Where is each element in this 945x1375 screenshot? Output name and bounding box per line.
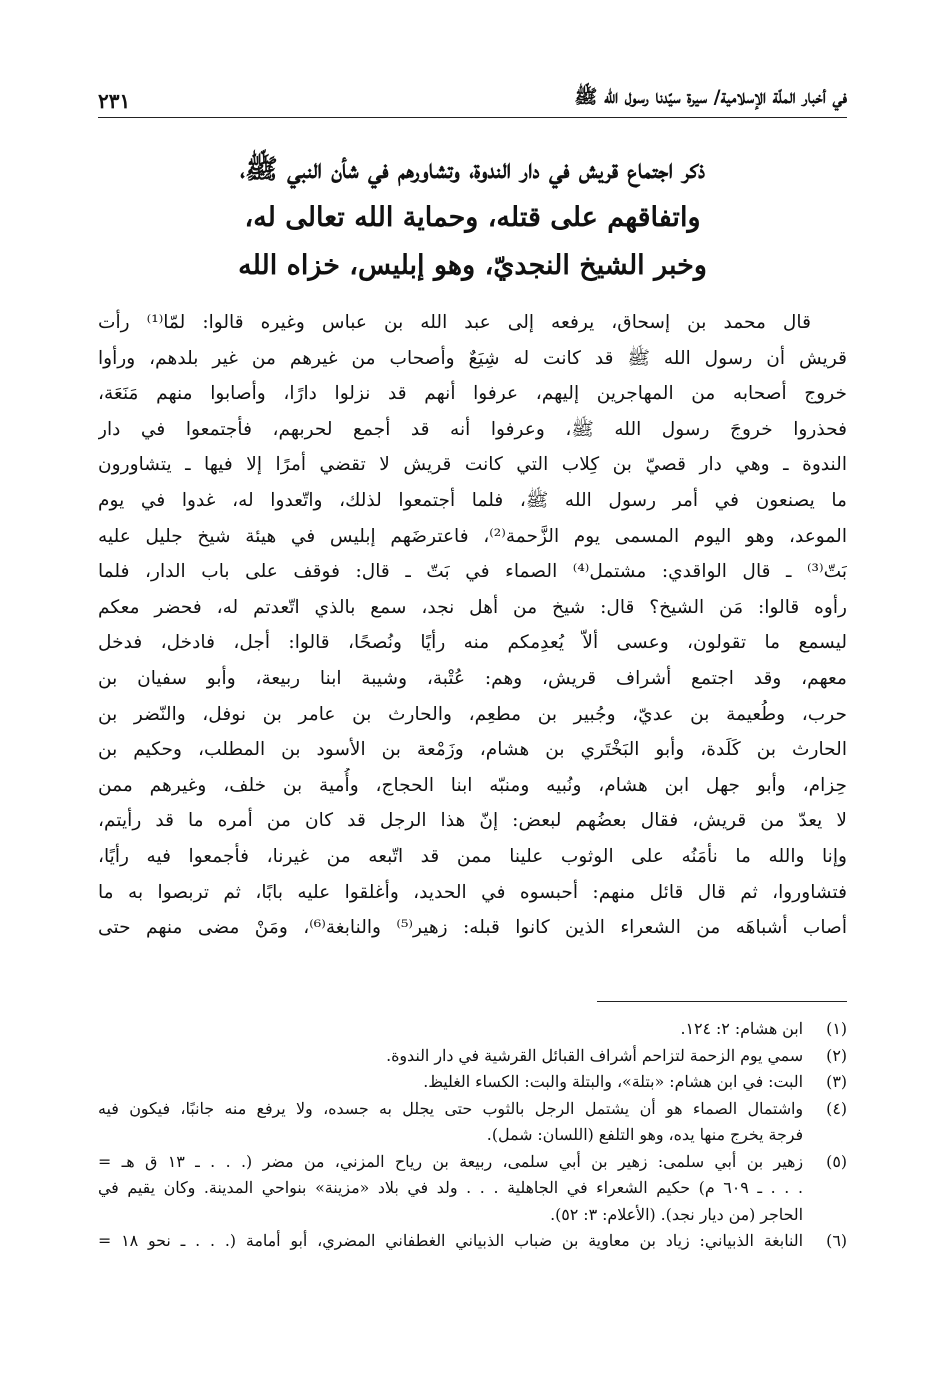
footnote-number: (٢) bbox=[826, 1045, 847, 1065]
footnote-text: زهير بن أبي سلمى: زهير بن أبي سلمى، ربيعة بن رياح المزني، من مضر (. . . ـ ١٣ ق هـ = bbox=[98, 1151, 803, 1171]
body-line: الحارث بن كَلَدة، وأبو البَخْتَري بن هشام، وزَمْعة بن الأسود بن المطلب، وحكيم بن bbox=[98, 739, 847, 761]
chapter-title-line-2: واتفاقهم على قتله، وحماية الله تعالى له، bbox=[244, 202, 701, 233]
body-line: الندوة ـ وهي دار قصيّ بن كِلاب التي كانت قريش لا تقضي أمرًا إلا فيها ـ يتشاورون bbox=[98, 454, 847, 476]
footnote-text: . . . ـ ٦٠٩ م) حكيم الشعراء في الجاهلية . . . ولد في بلاد «مزينة» بنواحي المدينة. وكان يقيم في bbox=[98, 1178, 803, 1197]
chapter-title bbox=[98, 146, 847, 290]
footnote-1 bbox=[98, 1016, 847, 1043]
page-number: ٢٣١ bbox=[98, 89, 131, 113]
body-line: أصاب أشباهَه من الشعراء الذين كانوا قبله: زهير⁽⁵⁾ والنابغة⁽⁶⁾، ومَنْ مضى منهم حتى bbox=[98, 917, 847, 939]
body-line: قال محمد بن إسحاق، يرفعه إلى عبد الله بن عباس وغيره قالوا: لمّا⁽¹⁾ رأت bbox=[98, 312, 811, 333]
body-line: رأوه قالوا: مَن الشيخ؟ قال: شيخ من أهل نجد، سمع بالذي اتّعدتم له، فحضر معكم bbox=[98, 596, 847, 618]
body-line: حِزام، وأبو جهل ابن هشام، ونُبيه ومنبّه ابنا الحجاج، وأُمية بن خلف، وغيرهم ممن bbox=[98, 774, 847, 796]
body-line: وإنا والله ما نأمَنُه على الوثوب علينا ممن قد اتّبعه من غيرنا، فأجمعوا فيه رأيًا، bbox=[98, 845, 847, 867]
footnote-number: (٦) bbox=[826, 1231, 847, 1250]
body-line: ما يصنعون في أمر رسول الله ﷺ، فلما أجتمعوا لذلك، واتّعدوا له، غدوا في يوم bbox=[98, 489, 847, 511]
body-line: ليسمع ما تقولون، وعسى ألاّ يُعدِمكم منه رأيًا ونُصحًا، قالوا: أجل، فادخل، فدخل bbox=[98, 632, 847, 654]
body-text bbox=[98, 305, 847, 946]
footnote-number: (١) bbox=[826, 1019, 847, 1038]
footnote-4 bbox=[98, 1096, 847, 1149]
chapter-title-line-1: ذكر اجتماع قريش في دار الندوة، وتشاورهم في شأن النبي ﷺ، bbox=[239, 154, 706, 185]
footnote-text: سمي يوم الزحمة لتزاحم أشراف القبائل القرشية في دار الندوة. bbox=[386, 1045, 803, 1065]
body-line: قريش أن رسول الله ﷺ قد كانت له شِيَعٌ وأصحاب من غيرهم من غير بلدهم، ورأوا bbox=[98, 347, 847, 369]
footnote-number: (٥) bbox=[826, 1151, 847, 1171]
body-line: الموعد، وهو اليوم المسمى يوم الزَّحمة⁽²⁾، فاعترضَهم إبليس في هيئة شيخ جليل عليه bbox=[98, 525, 847, 547]
footnote-3 bbox=[98, 1069, 847, 1096]
footnote-number: (٤) bbox=[826, 1098, 847, 1118]
footnote-text: ابن هشام: ٢: ١٢٤. bbox=[680, 1019, 803, 1038]
footnote-text: فرجة يخرج منها يده، وهو التلفع (اللسان: شمل). bbox=[486, 1125, 803, 1144]
footnotes bbox=[98, 1016, 847, 1255]
footnote-text: واشتمال الصماء هو أن يشتمل الرجل بالثوب حتى يجلل به جسده، ولا يرفع منه جانبًا، فيكون فيه bbox=[98, 1098, 803, 1118]
footnote-2 bbox=[98, 1043, 847, 1070]
footnote-number: (٣) bbox=[826, 1072, 847, 1091]
chapter-title-line-3: وخبر الشيخ النجديّ، وهو إبليس، خزاه الله bbox=[238, 250, 707, 281]
running-title: في أخبار الملّة الإسلامية/ سيرة سيّدنا رسول الله ﷺ bbox=[574, 86, 847, 108]
footnote-text: البت: في ابن هشام: «بتلة»، والبتلة والبت: الكساء الغليظ. bbox=[423, 1072, 803, 1091]
body-line: لا يعدّ من قريش، فقال بعضُهم لبعض: إنّ هذا الرجل قد كان من أمره ما قد رأيتم، bbox=[98, 810, 847, 832]
body-line: فحذروا خروجَ رسول الله ﷺ، وعرفوا أنه قد أجمع لحربهم، فأجتمعوا في دار bbox=[98, 418, 847, 440]
footnote-text: النابغة الذبياني: زياد بن معاوية بن ضباب الذبياني الغطفاني المضري، أبو أمامة (. . . ـ نحو ١٨ = bbox=[98, 1231, 803, 1250]
footnote-divider bbox=[597, 1001, 847, 1002]
body-line: حرب، وطُعيمة بن عديّ، وجُبير بن مطعِم، والحارث بن عامر بن نوفل، والنّضر بن bbox=[98, 703, 847, 725]
running-header bbox=[98, 84, 847, 118]
footnote-5 bbox=[98, 1149, 847, 1229]
body-line: خروج أصحابه من المهاجرين إليهم، عرفوا أنهم قد نزلوا دارًا، وأصابوا منهم مَنَعَة، bbox=[98, 383, 847, 405]
footnote-text: الحاجر (من ديار نجد). (الأعلام: ٣: ٥٢). bbox=[550, 1204, 803, 1224]
body-line: بَتّ⁽³⁾ ـ قال الواقدي: مشتمل⁽⁴⁾ الصماء في بَتّ ـ قال: فوقف على باب الدار، فلما bbox=[98, 561, 847, 583]
footnote-6 bbox=[98, 1228, 847, 1255]
body-line: فتشاوروا، ثم قال قائل منهم: أحبسوه في الحديد، وأغلقوا عليه بابًا، ثم تربصوا به ما bbox=[98, 881, 847, 903]
body-line: معهم، وقد اجتمع أشراف قريش، وهم: عُتْبة، وشيبة ابنا ربيعة، وأبو سفيان بن bbox=[98, 667, 847, 689]
